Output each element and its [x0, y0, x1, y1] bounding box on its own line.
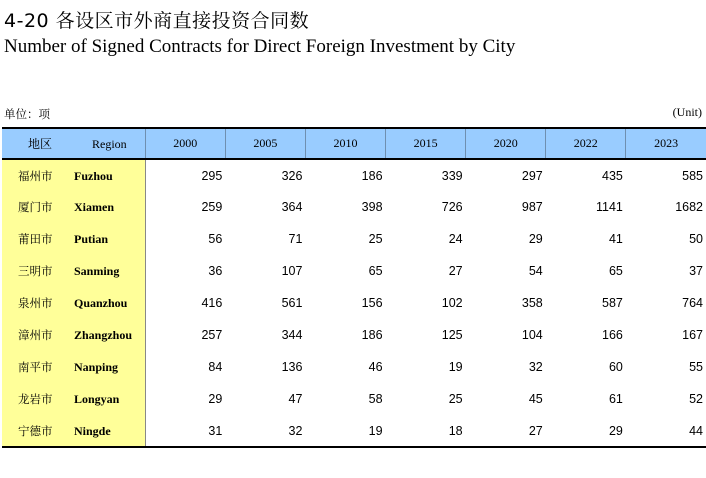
- city-cell: [2, 287, 145, 319]
- value-cell: 71: [288, 232, 303, 246]
- value-cell: 344: [281, 328, 303, 342]
- value-cell: 102: [441, 296, 463, 310]
- value-cell: 166: [602, 328, 623, 342]
- value-cell: 32: [528, 360, 543, 374]
- city-cell: [2, 351, 145, 383]
- value-cell: 31: [145, 415, 225, 447]
- value-cell: 25: [448, 392, 463, 406]
- page-title-cn: 4-20 各设区市外商直接投资合同数: [4, 10, 310, 32]
- table-row: [2, 383, 706, 415]
- value-cell: 186: [361, 328, 383, 342]
- value-cell: 257: [201, 328, 223, 342]
- city-name-en: Xiamen: [74, 200, 114, 214]
- city-name-en: Sanming: [74, 264, 120, 278]
- value-cell: 29: [546, 415, 626, 447]
- value-cell: 47: [288, 392, 303, 406]
- city-name-cn: 漳州市: [18, 328, 53, 342]
- value-cell: 726: [441, 200, 463, 214]
- region-header-cn: 地区: [28, 137, 53, 151]
- column-header-year: 2000: [145, 128, 225, 159]
- value-cell: 46: [368, 360, 383, 374]
- value-cell: 29: [208, 392, 223, 406]
- value-cell: 25: [368, 232, 383, 246]
- column-header-year: 2015: [386, 128, 466, 159]
- value-cell: 18: [386, 415, 466, 447]
- city-cell: [2, 223, 145, 255]
- value-cell: 36: [208, 264, 223, 278]
- column-header-year: 2005: [225, 128, 305, 159]
- city-cell: [2, 319, 145, 351]
- value-cell: 326: [281, 168, 303, 183]
- value-cell: 32: [225, 415, 305, 447]
- table-row: [2, 223, 706, 255]
- value-cell: 56: [208, 232, 223, 246]
- column-header-year: 2022: [546, 128, 626, 159]
- city-name-en: Zhangzhou: [74, 328, 133, 342]
- value-cell: 125: [441, 328, 463, 342]
- unit-label-cn: 单位：项: [4, 107, 50, 121]
- city-name-cn: 三明市: [18, 264, 53, 278]
- city-name-en: Ningde: [74, 423, 111, 438]
- value-cell: 58: [368, 392, 383, 406]
- column-header-year: 2023: [626, 128, 706, 159]
- table-row: [2, 415, 706, 447]
- city-name-en: Longyan: [74, 392, 120, 406]
- value-cell: 297: [521, 168, 543, 183]
- value-cell: 259: [201, 200, 223, 214]
- value-cell: 65: [608, 264, 623, 278]
- city-name-en: Fuzhou: [74, 168, 113, 183]
- city-cell: [2, 191, 145, 223]
- value-cell: 29: [528, 232, 543, 246]
- table-row: [2, 191, 706, 223]
- value-cell: 44: [626, 415, 706, 447]
- city-name-cn: 厦门市: [18, 200, 53, 214]
- value-cell: 167: [682, 328, 703, 342]
- table-row: [2, 351, 706, 383]
- contracts-table: [2, 127, 706, 448]
- value-cell: 24: [448, 232, 463, 246]
- city-name-cn: 福州市: [18, 168, 53, 183]
- city-cell: [2, 383, 145, 415]
- value-cell: 60: [608, 360, 623, 374]
- value-cell: 84: [208, 360, 223, 374]
- table-row: [2, 319, 706, 351]
- value-cell: 585: [682, 168, 703, 183]
- value-cell: 54: [528, 264, 543, 278]
- value-cell: 1141: [595, 200, 623, 214]
- city-name-en: Putian: [74, 232, 109, 246]
- region-header-en: Region: [92, 137, 127, 151]
- value-cell: 19: [448, 360, 463, 374]
- value-cell: 358: [521, 296, 543, 310]
- value-cell: 50: [689, 232, 703, 246]
- city-name-cn: 泉州市: [18, 296, 53, 310]
- value-cell: 27: [448, 264, 463, 278]
- value-cell: 339: [441, 168, 463, 183]
- value-cell: 186: [361, 168, 383, 183]
- value-cell: 561: [281, 296, 303, 310]
- city-name-en: Quanzhou: [74, 296, 128, 310]
- city-cell: [2, 255, 145, 287]
- city-name-cn: 南平市: [18, 360, 53, 374]
- value-cell: 55: [689, 360, 703, 374]
- value-cell: 61: [608, 392, 623, 406]
- table-header-row: [2, 128, 706, 159]
- column-header-region: [2, 128, 145, 159]
- city-name-cn: 宁德市: [18, 423, 53, 438]
- table-row: [2, 255, 706, 287]
- value-cell: 587: [602, 296, 623, 310]
- value-cell: 398: [361, 200, 383, 214]
- value-cell: 435: [602, 168, 623, 183]
- value-cell: 65: [368, 264, 383, 278]
- table-row: [2, 287, 706, 319]
- city-cell: [2, 159, 145, 191]
- value-cell: 295: [201, 168, 223, 183]
- value-cell: 987: [521, 200, 543, 214]
- city-name-cn: 龙岩市: [18, 392, 53, 406]
- value-cell: 45: [528, 392, 543, 406]
- city-cell: [2, 415, 145, 447]
- table-row: [2, 159, 706, 191]
- value-cell: 364: [281, 200, 303, 214]
- value-cell: 19: [305, 415, 385, 447]
- value-cell: 107: [281, 264, 303, 278]
- column-header-year: 2010: [305, 128, 385, 159]
- value-cell: 416: [201, 296, 223, 310]
- unit-label-en: (Unit): [672, 105, 702, 119]
- value-cell: 136: [281, 360, 303, 374]
- value-cell: 764: [682, 296, 703, 310]
- value-cell: 41: [608, 232, 623, 246]
- column-header-year: 2020: [466, 128, 546, 159]
- value-cell: 52: [689, 392, 703, 406]
- city-name-cn: 莆田市: [18, 232, 53, 246]
- value-cell: 1682: [675, 200, 703, 214]
- value-cell: 37: [689, 264, 703, 278]
- city-name-en: Nanping: [74, 360, 119, 374]
- value-cell: 104: [521, 328, 543, 342]
- page-title-en: Number of Signed Contracts for Direct Foreign Investment by City: [4, 36, 516, 57]
- value-cell: 27: [466, 415, 546, 447]
- value-cell: 156: [361, 296, 383, 310]
